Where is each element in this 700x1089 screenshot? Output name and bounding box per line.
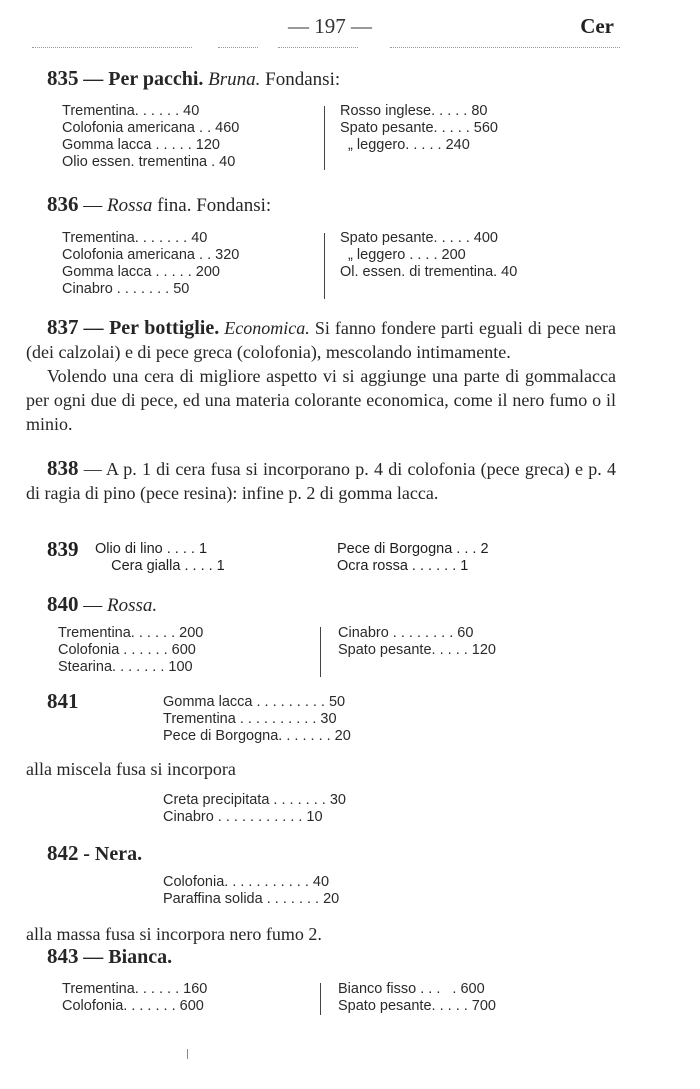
ingredients-left — [58, 625, 203, 676]
recipe-text: Si fanno fondere parti eguali di pece nera (dei calzolai) e di pece greca (colofonia), mescolando intimamente. — [26, 318, 617, 362]
running-head: Cer — [580, 14, 614, 38]
recipe-835-table — [62, 103, 602, 173]
recipe-841-list-2 — [163, 792, 503, 828]
header-rule-mid — [218, 47, 258, 48]
ingredient-row: Trementina. . . . . . 160 — [62, 981, 208, 997]
ingredients-list — [163, 694, 351, 745]
recipe-subtitle: Economica. — [224, 318, 310, 338]
recipe-number: 841 — [47, 689, 79, 713]
recipe-title: — Per bottiglie. — [83, 317, 220, 339]
ingredient-row: Spato pesante. . . . . 120 — [338, 642, 496, 658]
ingredient-row: Cinabro . . . . . . . 50 — [62, 281, 190, 297]
recipe-title: — Bianca. — [83, 946, 173, 968]
ingredient-row: Trementina. . . . . . 40 — [62, 103, 200, 119]
header-rule-center — [278, 47, 358, 48]
ingredient-row: Olio di lino . . . . 1 — [95, 541, 208, 557]
recipe-number: 835 — [47, 66, 79, 90]
recipe-837-paragraph — [26, 315, 616, 436]
ingredients-left — [62, 981, 207, 1015]
recipe-number: 839 — [47, 537, 79, 561]
ingredient-row: Colofonia . . . . . . 600 — [58, 642, 196, 658]
recipe-number: 838 — [47, 456, 79, 480]
column-divider — [324, 106, 325, 170]
ingredient-row: Bianco fisso . . . . 600 — [338, 981, 485, 997]
ingredient-row: Colofonia americana . . 460 — [62, 120, 240, 136]
ingredient-row: Gomma lacca . . . . . 200 — [62, 264, 220, 280]
page-mark — [187, 1049, 188, 1059]
ingredients-left — [62, 230, 239, 298]
recipe-836-table — [62, 230, 602, 300]
recipe-text: alla massa fusa si incorpora nero fumo 2. — [26, 924, 322, 944]
ingredient-row: „ leggero . . . . 200 — [340, 247, 466, 263]
recipe-dash: — — [83, 595, 103, 616]
ingredient-row: Cinabro . . . . . . . . . . . 10 — [163, 809, 323, 825]
ingredient-row: Rosso inglese. . . . . 80 — [340, 103, 488, 119]
recipe-number: 837 — [47, 315, 79, 339]
ingredient-row: Gomma lacca . . . . . 120 — [62, 137, 220, 153]
recipe-841-list — [163, 694, 503, 748]
recipe-note: Fondansi: — [265, 69, 341, 90]
ingredient-row: Trementina . . . . . . . . . . 30 — [163, 711, 337, 727]
recipe-subtitle: Bruna. — [208, 69, 261, 90]
recipe-841-heading — [47, 689, 79, 714]
ingredient-row: Spato pesante. . . . . 400 — [340, 230, 498, 246]
ingredients-right — [338, 625, 496, 659]
column-divider — [320, 983, 321, 1015]
header-rule-right — [390, 47, 620, 48]
recipe-text-2: Volendo una cera di migliore aspetto vi si aggiunge una parte di gommalacca per ogni due di pece, ed una materia colorante economica, come il nero fumo o il minio. — [26, 366, 616, 434]
page-number: — 197 — — [288, 14, 372, 38]
recipe-843-heading — [47, 944, 172, 969]
ingredient-row: Ol. essen. di trementina. 40 — [340, 264, 518, 280]
recipe-843-table — [62, 981, 602, 1017]
ingredient-row: Colofonia americana . . 320 — [62, 247, 240, 263]
ingredient-row: Colofonia. . . . . . . . . . . 40 — [163, 874, 330, 890]
ingredient-row: Olio essen. trementina . 40 — [62, 154, 236, 170]
column-divider — [320, 627, 321, 677]
ingredient-row: Pece di Borgogna. . . . . . . 20 — [163, 728, 351, 744]
ingredient-row: Trementina. . . . . . 200 — [58, 625, 204, 641]
ingredient-row: Colofonia. . . . . . . 600 — [62, 998, 204, 1014]
ingredients-right — [340, 230, 517, 281]
recipe-839 — [47, 537, 607, 577]
recipe-number: 843 — [47, 944, 79, 968]
ingredient-row: Creta precipitata . . . . . . . 30 — [163, 792, 346, 808]
ingredient-row: Pece di Borgogna . . . 2 — [337, 541, 489, 557]
recipe-subtitle: Rossa — [107, 195, 153, 216]
recipe-842-heading — [47, 841, 142, 866]
ingredient-row: Cinabro . . . . . . . . 60 — [338, 625, 474, 641]
ingredients-right — [338, 981, 496, 1015]
recipe-dash: — — [83, 195, 103, 216]
recipe-842-note — [26, 922, 616, 946]
ingredients-list — [163, 874, 339, 908]
ingredient-row: Gomma lacca . . . . . . . . . 50 — [163, 694, 346, 710]
ingredient-row: Spato pesante. . . . . 700 — [338, 998, 496, 1014]
recipe-number: 842 — [47, 841, 79, 865]
recipe-838-paragraph — [26, 456, 616, 505]
ingredients-left — [62, 103, 239, 171]
recipe-text: alla miscela fusa si incorpora — [26, 759, 236, 779]
ingredient-row: „ leggero. . . . . 240 — [340, 137, 470, 153]
ingredient-row: Ocra rossa . . . . . . 1 — [337, 558, 469, 574]
header-rule-left — [32, 47, 192, 48]
recipe-subtitle: Rossa. — [107, 595, 158, 616]
recipe-note: fina. Fondansi: — [157, 195, 272, 216]
page-header — [0, 14, 700, 44]
ingredients-left — [95, 541, 225, 575]
recipe-836-heading — [47, 192, 271, 217]
recipe-841-note — [26, 757, 616, 781]
ingredient-row: Paraffina solida . . . . . . . 20 — [163, 891, 340, 907]
ingredient-row: Stearina. . . . . . . 100 — [58, 659, 193, 675]
recipe-title: - Nera. — [83, 843, 143, 865]
ingredient-row: Cera gialla . . . . 1 — [95, 558, 225, 574]
recipe-number: 836 — [47, 192, 79, 216]
recipe-840-table — [58, 625, 598, 679]
ingredient-row: Spato pesante. . . . . 560 — [340, 120, 498, 136]
recipe-840-heading — [47, 592, 157, 617]
recipe-title: — Per pacchi. — [83, 68, 204, 90]
recipe-text: — A p. 1 di cera fusa si incorporano p. 4 di colofonia (pece greca) e p. 4 di ragia di pino (pece resina): infine p. 2 di gomma lacca. — [26, 459, 616, 503]
ingredients-list — [163, 792, 346, 826]
recipe-835-heading — [47, 66, 340, 91]
ingredient-row: Trementina. . . . . . . 40 — [62, 230, 208, 246]
column-divider — [324, 233, 325, 299]
ingredients-right — [337, 541, 489, 575]
recipe-number: 840 — [47, 592, 79, 616]
ingredients-right — [340, 103, 498, 154]
recipe-842-list — [163, 874, 503, 910]
